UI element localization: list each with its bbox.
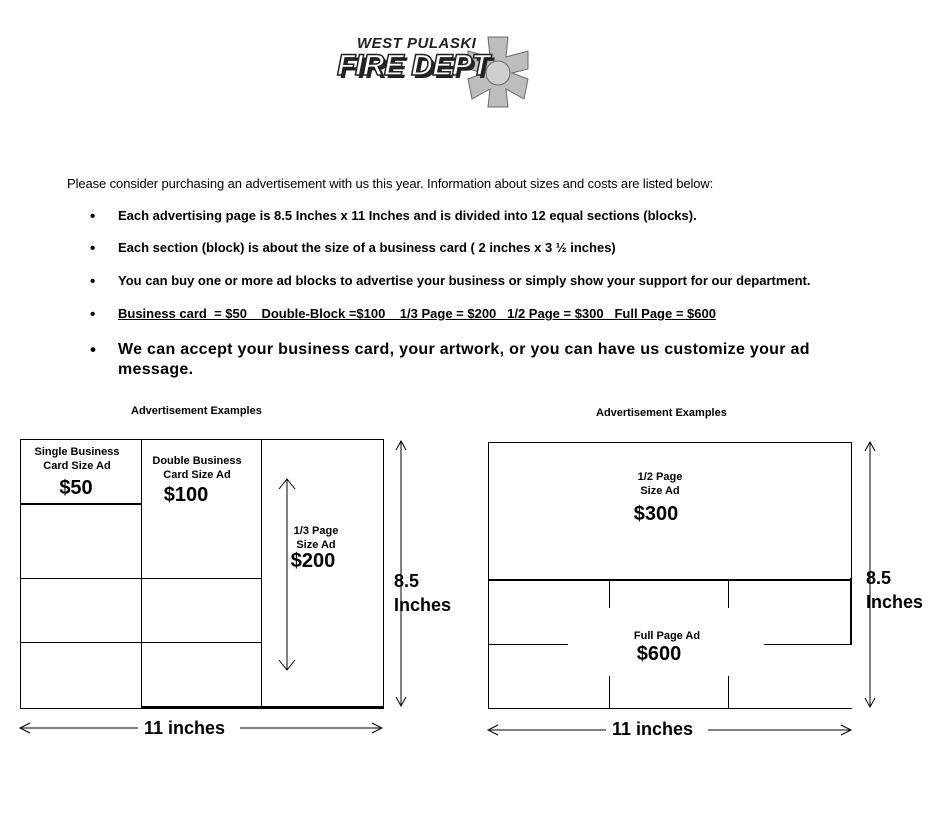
right-height-unit: Inches xyxy=(866,592,924,612)
double-block-border xyxy=(141,706,383,708)
bullet-text: We can accept your business card, your artwork, or you can have us customize your ad message. xyxy=(118,341,810,378)
single-ad-label xyxy=(26,445,128,473)
half-ad-label xyxy=(620,470,700,498)
double-ad-label-line2: Card Size Ad xyxy=(163,469,231,481)
bullet-icon: • xyxy=(90,240,96,257)
logo-line2: FIRE DEPT xyxy=(337,49,490,82)
third-ad-price: $200 xyxy=(290,550,336,572)
fire-dept-logo xyxy=(333,33,541,109)
left-width-label: 11 inches xyxy=(140,718,229,739)
full-ad-label: Full Page Ad xyxy=(633,630,701,642)
third-ad-label-line2: Size Ad xyxy=(296,539,336,551)
third-ad-label xyxy=(285,524,347,552)
grid-line xyxy=(20,642,262,643)
right-height-value: 8.5 xyxy=(866,568,892,588)
bullet-icon: • xyxy=(90,273,96,290)
bullet-text: Each advertising page is 8.5 Inches x 11 Inches and is divided into 12 equal sections (blocks). xyxy=(118,208,697,223)
single-ad-label-line2: Card Size Ad xyxy=(43,460,111,472)
price-list: Business card = $50 Double-Block =$100 1/3 Page = $200 1/2 Page = $300 Full Page = $600 xyxy=(118,306,716,321)
grid-line xyxy=(20,578,262,579)
single-ad-label-line1: Single Business xyxy=(34,446,120,458)
grid-line xyxy=(764,644,852,645)
bullet-text: Each section (block) is about the size of a business card ( 2 inches x 3 ½ inches) xyxy=(118,240,616,255)
single-block-border xyxy=(20,503,142,505)
grid-line xyxy=(261,439,262,708)
third-ad-label-line1: 1/3 Page xyxy=(293,525,339,537)
right-width-label: 11 inches xyxy=(608,719,697,740)
single-ad-price: $50 xyxy=(59,477,93,499)
grid-line xyxy=(609,580,610,608)
bullet-icon: • xyxy=(90,208,96,225)
grid-line xyxy=(609,676,610,708)
bullet-text: You can buy one or more ad blocks to advertise your business or simply show your support for our department. xyxy=(118,273,811,288)
bullet-icon: • xyxy=(90,306,96,323)
grid-line xyxy=(141,439,142,708)
double-ad-label-line1: Double Business xyxy=(152,455,242,467)
half-ad-price: $300 xyxy=(633,503,679,525)
half-ad-label-line2: Size Ad xyxy=(640,485,680,497)
intro-text: Please consider purchasing an advertisement with us this year. Information about sizes and costs are listed below: xyxy=(67,176,714,191)
full-ad-price: $600 xyxy=(636,643,682,665)
double-ad-price: $100 xyxy=(163,484,209,506)
page-bottom-line xyxy=(488,708,852,709)
left-example-title: Advertisement Examples xyxy=(131,405,262,417)
right-example-title: Advertisement Examples xyxy=(596,407,727,419)
logo-line1: WEST PULASKI xyxy=(357,35,477,52)
left-height-unit: Inches xyxy=(394,595,452,615)
half-ad-label-line1: 1/2 Page xyxy=(637,471,683,483)
double-ad-label xyxy=(145,454,249,482)
bullet-icon: • xyxy=(90,340,96,359)
grid-line xyxy=(728,676,729,708)
grid-line xyxy=(728,580,729,608)
grid-line xyxy=(488,644,568,645)
left-height-value: 8.5 xyxy=(394,571,420,591)
page-side-line xyxy=(850,578,852,644)
